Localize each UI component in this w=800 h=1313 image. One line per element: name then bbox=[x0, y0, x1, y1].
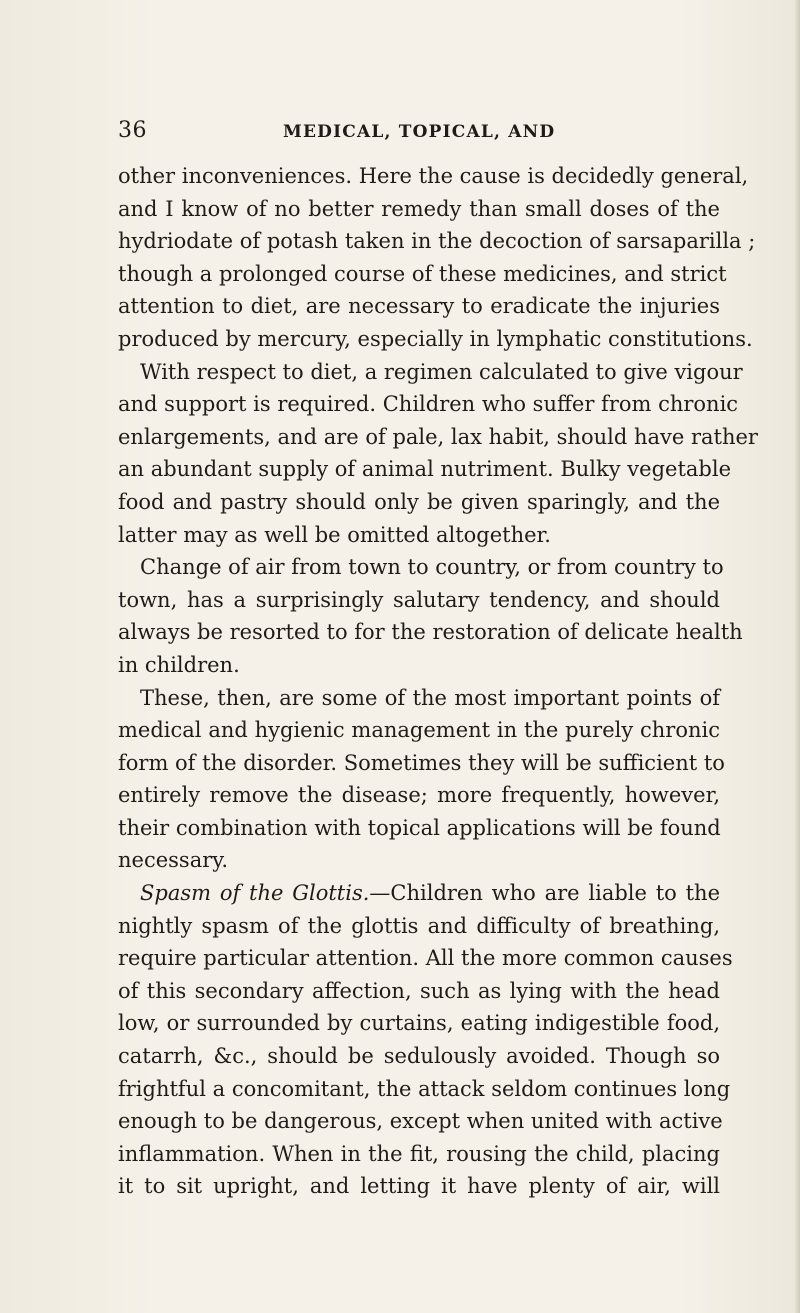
heading-continuation: Children who are liable to the bbox=[390, 881, 720, 906]
text-line: an abundant supply of animal nutriment. Bulky vegetable bbox=[118, 457, 731, 482]
text-line: town, has a surprisingly salutary tendency, and should bbox=[118, 587, 720, 612]
heading-dash: — bbox=[369, 881, 391, 906]
text-line: attention to diet, are necessary to eradicate the injuries bbox=[118, 294, 720, 319]
text-line: enlargements, and are of pale, lax habit, should have rather bbox=[118, 424, 758, 449]
text-line: latter may as well be omitted altogether. bbox=[118, 522, 551, 547]
text-line: form of the disorder. Sometimes they will be sufficient to bbox=[118, 750, 725, 775]
text-line: produced by mercury, especially in lymphatic constitutions. bbox=[118, 326, 753, 351]
page-header bbox=[118, 118, 738, 148]
text-line: necessary. bbox=[118, 848, 229, 873]
spasm-paragraph-start bbox=[118, 877, 720, 910]
text-line: of this secondary affection, such as lying with the head bbox=[118, 978, 720, 1003]
text-line: in children. bbox=[118, 652, 240, 677]
page-edge-shadow bbox=[794, 0, 800, 1313]
text-line: low, or surrounded by curtains, eating indigestible food, bbox=[118, 1011, 720, 1036]
text-line: medical and hygienic management in the purely chronic bbox=[118, 718, 720, 743]
text-line: frightful a concomitant, the attack seldom continues long bbox=[118, 1076, 731, 1101]
text-line: With respect to diet, a regimen calculated to give vigour bbox=[140, 359, 743, 384]
section-heading-spasm: Spasm of the Glottis. bbox=[140, 881, 370, 906]
text-line: hydriodate of potash taken in the decoction of sarsaparilla ; bbox=[118, 229, 756, 254]
text-line: require particular attention. All the more common causes bbox=[118, 946, 733, 971]
text-line: though a prolonged course of these medicines, and strict bbox=[118, 261, 727, 286]
page-number: 36 bbox=[118, 118, 147, 143]
body-text bbox=[118, 160, 758, 1203]
text-line: other inconveniences. Here the cause is decidedly general, bbox=[118, 164, 749, 188]
text-line: entirely remove the disease; more frequently, however, bbox=[118, 783, 720, 808]
running-head: MEDICAL, TOPICAL, AND bbox=[283, 122, 556, 142]
text-line: and support is required. Children who suffer from chronic bbox=[118, 392, 739, 417]
text-line: enough to be dangerous, except when united with active bbox=[118, 1109, 723, 1134]
text-line: Change of air from town to country, or from country to bbox=[140, 555, 724, 580]
text-line: These, then, are some of the most important points of bbox=[140, 685, 720, 710]
text-line: always be resorted to for the restoration of delicate health bbox=[118, 620, 743, 645]
text-line: their combination with topical applications will be found bbox=[118, 815, 721, 840]
text-line: nightly spasm of the glottis and difficulty of breathing, bbox=[118, 913, 720, 938]
text-line: catarrh, &c., should be sedulously avoided. Though so bbox=[118, 1044, 720, 1069]
text-line: food and pastry should only be given sparingly, and the bbox=[118, 489, 720, 514]
text-line: and I know of no better remedy than small doses of the bbox=[118, 196, 720, 221]
text-line: it to sit upright, and letting it have plenty of air, will bbox=[118, 1174, 720, 1199]
text-line: inflammation. When in the fit, rousing the child, placing bbox=[118, 1141, 720, 1166]
